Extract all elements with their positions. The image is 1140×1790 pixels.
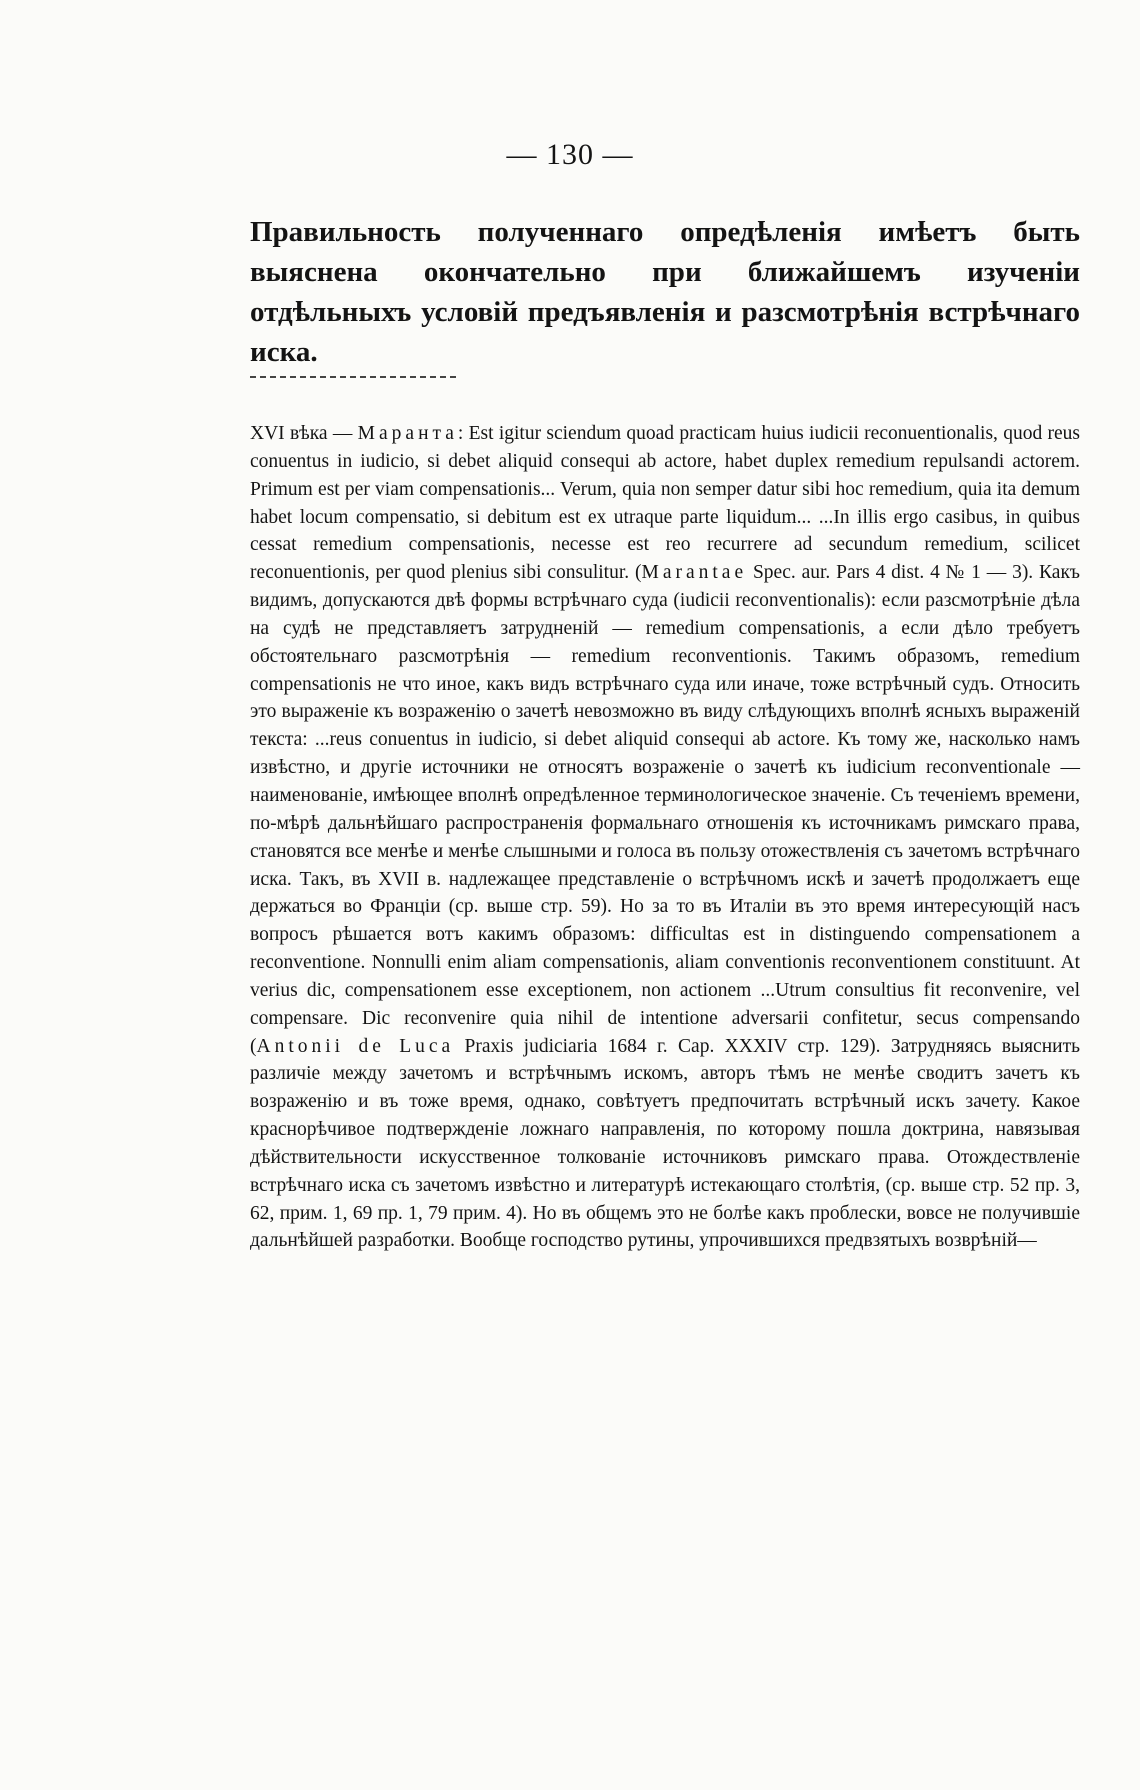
footnote-text-2: Spec. aur. Pars 4 dist. 4 № 1 — 3). Какъ видимъ, допускаются двѣ формы встрѣчнаго суда (iudicii reconventionalis): если разсмотрѣніе дѣла на судѣ не представляетъ затрудненій — remedium compensationis, а если дѣло требуетъ обстоятельнаго разсмотрѣнія — remedium reconventionis. Такимъ образомъ, remedium compensationis не что иное, какъ видъ встрѣчнаго суда или иначе, тоже встрѣчный судъ. Относить это выраженіе къ возраженію о зачетѣ невозможно въ виду слѣдующихъ вполнѣ ясныхъ выраженій текста: ...reus conuentus in iudicio, si debet aliquid consequi ab actore. Къ тому же, насколько намъ извѣстно, и другіе источники не относятъ возраженіе о зачетѣ къ iudicium reconventionale — наименованіе, имѣющее вполнѣ опредѣленное терминологическое значеніе. Съ теченіемъ времени, по-мѣрѣ дальнѣйшаго распространенія формальнаго отношенія къ источникамъ римскаго права, становятся все менѣе и менѣе слышными и голоса въ пользу отожествленія съ зачетомъ встрѣчнаго иска. Такъ, въ XVII в. надлежащее представленіе о встрѣчномъ искѣ и зачетѣ продолжаетъ еще держаться во Франціи (ср. выше стр. 59). Но за то въ Италіи въ это время интересующій насъ вопросъ рѣшается вотъ какимъ образомъ: difficultas est in distinguendo compensationem a reconventione. Nonnulli enim aliam compensationis, aliam conventionis reconventionem constituunt. At verius dic, compensationem esse exceptionem, non actionem ...Utrum consultius fit reconvenire, vel compensare. Dic reconvenire quia nihil de intentione adversarii confitetur, secus compensando ( [250,562,1080,1057]
source-name-de-luca: Antonii de Luca [256,1035,455,1057]
footnote-text-1: : Est igitur sciendum quoad practicam huius iudicii reconuentionalis, quod reus conuentus in iudicio, si debet aliquid consequi ab actore, habet duplex remedium repulsandi actorem. Primum est per viam compensationis... Verum, quia non semper datur sibi hoc remedium, quia ita demum habet locum compensatio, si debitum est ex utraque parte liquidum... ...In illis ergo casibus, in quibus cessat remedium compensationis, necesse est reo recurrere ad secundum remedium, scilicet reconuentionis, per quod plenius sibi consulitur. ( [250,423,1080,584]
author-name: Маранта [357,423,458,444]
footnote-text-3: Praxis judiciaria 1684 г. Cap. XXXIV стр. 129). Затрудняясь выяснить различіе между зачетомъ и встрѣчнымъ искомъ, авторъ тѣмъ не менѣе сводитъ зачетъ къ возраженію и въ тоже время, однако, совѣтуетъ предпочитать встрѣчный искъ зачету. Какое краснорѣчивое подтвержденіе ложнаго направленія, по которому пошла доктрина, навязывая дѣйствительности искусственное толкованіе источниковъ римскаго права. Отождествленіе встрѣчнаго иска съ зачетомъ извѣстно и литературѣ истекающаго столѣтія, (ср. выше стр. 52 пр. 3, 62, прим. 1, 69 пр. 1, 79 прим. 4). Но въ общемъ это не болѣе какъ проблески, вовсе не получившіе дальнѣйшей разработки. Вообще господство рутины, упрочившихся предвзятыхъ возврѣній— [250,1035,1080,1252]
source-name-marantae: Marantae [641,562,748,584]
footnote-lead: XVI вѣка — [250,423,353,444]
footnote-paragraph [250,420,1080,1255]
page-number: — 130 — [506,138,634,171]
intro-paragraph: Правильность полученнаго опредѣленія имѣетъ быть выяснена окончательно при ближайшемъ изученіи отдѣльныхъ условій предъявленія и разсмотрѣнія встрѣчнаго иска. [250,216,1080,368]
footnote-separator [250,376,456,378]
